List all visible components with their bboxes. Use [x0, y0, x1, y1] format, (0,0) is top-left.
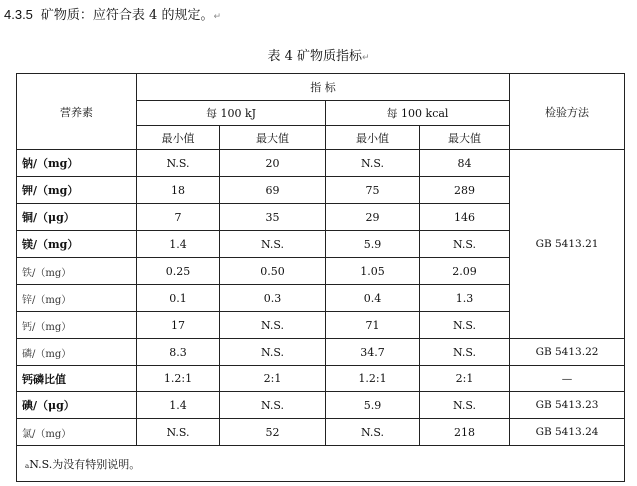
cell-kj-max: N.S. [220, 339, 326, 366]
cell-kcal-max: 84 [420, 150, 510, 177]
method-cell: GB 5413.22 [510, 339, 625, 366]
cell-kcal-max: N.S. [420, 339, 510, 366]
cell-kj-max: N.S. [220, 312, 326, 339]
cell-kj-max: N.S. [220, 231, 326, 258]
header-method: 检验方法 [510, 74, 625, 150]
cell-kcal-max: N.S. [420, 231, 510, 258]
header-indicator: 指 标 [137, 74, 510, 101]
method-cell: — [510, 366, 625, 392]
table-header-row [17, 74, 625, 101]
cell-kcal-min: 71 [326, 312, 420, 339]
cell-kcal-min: N.S. [326, 150, 420, 177]
cell-kj-max: 20 [220, 150, 326, 177]
section-number: 4.3.5 [4, 7, 33, 22]
nutrient-name: 铁/（mg） [17, 258, 137, 285]
cell-kj-min: 1.4 [137, 392, 220, 419]
cell-kj-min: 0.25 [137, 258, 220, 285]
cell-kcal-min: 29 [326, 204, 420, 231]
cell-kj-min: 1.2:1 [137, 366, 220, 392]
nutrient-name: 镁/（mg） [17, 231, 137, 258]
cell-kj-max: 0.3 [220, 285, 326, 312]
cell-kj-max: 35 [220, 204, 326, 231]
cell-kcal-max: N.S. [420, 392, 510, 419]
nutrient-name: 碘/（μg） [17, 392, 137, 419]
method-cell: GB 5413.24 [510, 419, 625, 446]
method-text: GB 5413.21 [535, 238, 599, 250]
table-caption [0, 45, 637, 64]
table-row [17, 339, 625, 366]
cell-kcal-max: 289 [420, 177, 510, 204]
cell-kj-min: 0.1 [137, 285, 220, 312]
cell-kj-max: N.S. [220, 392, 326, 419]
header-nutrient: 营养素 [17, 74, 137, 150]
header-min: 最小值 [326, 126, 420, 150]
header-per-kj: 每 100 kJ [137, 101, 326, 126]
table-row [17, 150, 625, 177]
nutrient-name: 铜/（μg） [17, 204, 137, 231]
table-note-row [17, 446, 625, 482]
header-max: 最大值 [220, 126, 326, 150]
table-caption-text: 表 4 矿物质指标 [267, 49, 362, 64]
nutrient-name: 氯/（mg） [17, 419, 137, 446]
section-text: 矿物质：应符合表 4 的规定。 [40, 8, 214, 23]
cell-kcal-min: 5.9 [326, 392, 420, 419]
table-row [17, 392, 625, 419]
nutrient-name: 磷/（mg） [17, 339, 137, 366]
nutrient-name: 锌/（mg） [17, 285, 137, 312]
cell-kj-min: 8.3 [137, 339, 220, 366]
table-note [17, 446, 625, 482]
cell-kcal-max: 1.3 [420, 285, 510, 312]
cell-kcal-min: 75 [326, 177, 420, 204]
cell-kj-min: 18 [137, 177, 220, 204]
cell-kj-min: 1.4 [137, 231, 220, 258]
nutrient-name: 钙磷比值 [17, 366, 137, 392]
header-max: 最大值 [420, 126, 510, 150]
cell-kcal-max: 146 [420, 204, 510, 231]
table-row [17, 366, 625, 392]
cell-kj-max: 52 [220, 419, 326, 446]
method-cell: GB 5413.23 [510, 392, 625, 419]
cell-kcal-min: N.S. [326, 419, 420, 446]
header-min: 最小值 [137, 126, 220, 150]
nutrient-name: 钾/（mg） [17, 177, 137, 204]
cell-kcal-max: 2.09 [420, 258, 510, 285]
cell-kcal-min: 34.7 [326, 339, 420, 366]
paragraph-mark-icon: ↵ [362, 53, 370, 63]
mineral-table [16, 73, 625, 482]
header-per-kcal: 每 100 kcal [326, 101, 510, 126]
cell-kj-min: 17 [137, 312, 220, 339]
cell-kcal-min: 1.2:1 [326, 366, 420, 392]
cell-kcal-max: 218 [420, 419, 510, 446]
table-row [17, 419, 625, 446]
nutrient-name: 钙/（mg） [17, 312, 137, 339]
paragraph-mark-icon: ↵ [213, 12, 222, 22]
cell-kj-max: 0.50 [220, 258, 326, 285]
cell-kj-min: 7 [137, 204, 220, 231]
cell-kj-min: N.S. [137, 419, 220, 446]
cell-kcal-min: 5.9 [326, 231, 420, 258]
section-heading [4, 4, 221, 23]
cell-kcal-min: 0.4 [326, 285, 420, 312]
cell-kj-min: N.S. [137, 150, 220, 177]
table-note-text: ₐN.S.为没有特别说明。 [25, 457, 141, 471]
cell-kj-max: 2:1 [220, 366, 326, 392]
cell-kcal-min: 1.05 [326, 258, 420, 285]
cell-kcal-max: 2:1 [420, 366, 510, 392]
method-cell [510, 150, 625, 339]
cell-kj-max: 69 [220, 177, 326, 204]
nutrient-name: 钠/（mg） [17, 150, 137, 177]
cell-kcal-max: N.S. [420, 312, 510, 339]
